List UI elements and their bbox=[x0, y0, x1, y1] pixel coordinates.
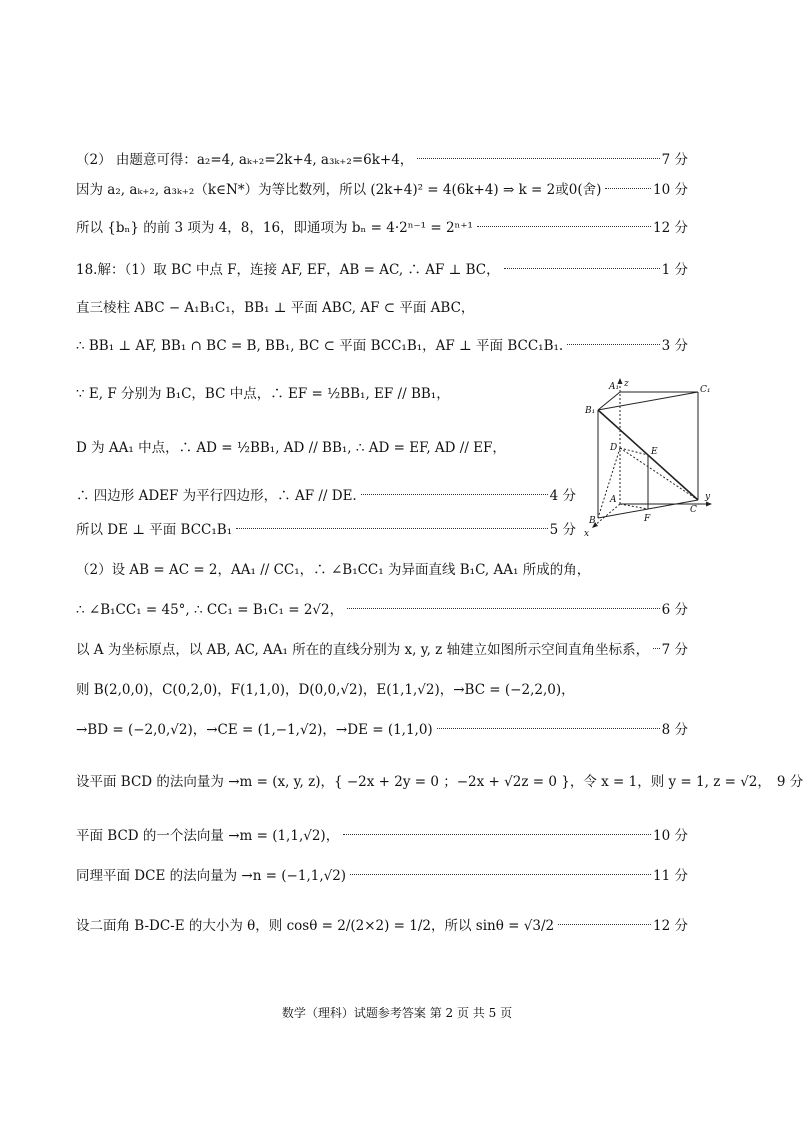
label-b1: B₁ bbox=[585, 406, 596, 416]
leader-dots bbox=[605, 188, 651, 189]
score: 12 分 bbox=[653, 220, 688, 236]
page-footer: 数学（理科）试题参考答案 第 2 页 共 5 页 bbox=[281, 1006, 513, 1020]
leader-dots bbox=[236, 528, 547, 529]
leader-dots bbox=[350, 874, 651, 875]
edge-a1-b1 bbox=[598, 392, 620, 410]
score: 12 分 bbox=[653, 918, 688, 934]
leader-dots bbox=[417, 158, 659, 159]
label-z: z bbox=[624, 379, 629, 389]
y-arrow bbox=[706, 502, 712, 507]
label-y: y bbox=[705, 492, 711, 502]
line-text: ∴ BB₁ ⊥ AF, BB₁ ∩ BC = B, BB₁, BC ⊂ 平面 BCC₁B₁，AF ⊥ 平面 BCC₁B₁. bbox=[76, 338, 564, 354]
leader-dots bbox=[361, 494, 548, 495]
label-c1: C₁ bbox=[700, 385, 711, 395]
line-14 bbox=[76, 678, 688, 698]
line-2 bbox=[76, 178, 688, 198]
line-15 bbox=[76, 718, 688, 738]
score: 6 分 bbox=[661, 602, 688, 618]
label-e: E bbox=[651, 447, 658, 457]
line-text: 因为 a₂, aₖ₊₂, a₃ₖ₊₂（k∈N*）为等比数列，所以 (2k+4)² = 4(6k+4) ⇒ k = 2或0(舍) bbox=[76, 182, 602, 198]
line-text: （2） 由题意可得：a₂=4, aₖ₊₂=2k+4, a₃ₖ₊₂=6k+4， bbox=[76, 152, 414, 168]
line-5 bbox=[76, 296, 688, 316]
line-text: D 为 AA₁ 中点，∴ AD = ½BB₁, AD // BB₁, ∴ AD = EF, AD // EF， bbox=[76, 440, 506, 456]
edge-b1-c1 bbox=[598, 392, 698, 410]
score: 7 分 bbox=[661, 152, 688, 168]
line-4 bbox=[76, 258, 688, 278]
line-3 bbox=[76, 216, 688, 236]
line-text: （2）设 AB = AC = 2，AA₁ // CC₁，∴ ∠B₁CC₁ 为异面直线 B₁C, AA₁ 所成的角， bbox=[76, 562, 591, 578]
line-12 bbox=[76, 598, 688, 618]
line-text: 所以 {bₙ} 的前 3 项为 4，8，16，即通项为 bₙ = 4·2ⁿ⁻¹ = 2ⁿ⁺¹ bbox=[76, 220, 473, 236]
label-a: A bbox=[610, 495, 617, 505]
leader-dots bbox=[653, 648, 660, 649]
label-a1: A₁ bbox=[609, 382, 620, 392]
edge-a-f bbox=[620, 504, 648, 509]
line-text: 设平面 BCD 的法向量为 →m = (x, y, z)，{ −2x + 2y = 0 ；−2x + √2z = 0 }，令 x = 1，则 y = 1, z = √2， bbox=[76, 774, 771, 790]
line-16 bbox=[76, 770, 803, 790]
leader-dots bbox=[558, 924, 651, 925]
line-10 bbox=[76, 518, 576, 538]
edge-d-c bbox=[620, 448, 698, 500]
leader-dots bbox=[504, 268, 660, 269]
label-x: x bbox=[584, 529, 590, 539]
line-19 bbox=[76, 914, 688, 934]
line-text: 设二面角 B-DC-E 的大小为 θ，则 cosθ = 2/(2×2) = 1/2，所以 sinθ = √3/2 bbox=[76, 918, 555, 934]
line-text: ∴ ∠B₁CC₁ = 45°, ∴ CC₁ = B₁C₁ = 2√2， bbox=[76, 602, 344, 618]
score: 5 分 bbox=[549, 522, 576, 538]
label-f: F bbox=[644, 514, 651, 524]
line-text: 则 B(2,0,0)，C(0,2,0)，F(1,1,0)，D(0,0,√2)，E(1,1,√2)，→BC = (−2,2,0)， bbox=[76, 682, 575, 698]
score: 7 分 bbox=[661, 642, 688, 658]
score: 10 分 bbox=[653, 182, 688, 198]
line-7 bbox=[76, 382, 564, 402]
line-18 bbox=[76, 864, 688, 884]
score: 11 分 bbox=[653, 868, 688, 884]
score: 10 分 bbox=[653, 828, 688, 844]
line-text: 所以 DE ⊥ 平面 BCC₁B₁ bbox=[76, 522, 233, 538]
line-11 bbox=[76, 558, 688, 578]
score: 1 分 bbox=[661, 262, 688, 278]
leader-dots bbox=[567, 344, 659, 345]
line-17 bbox=[76, 824, 688, 844]
leader-dots bbox=[343, 834, 651, 835]
score: 4 分 bbox=[549, 488, 576, 504]
line-text: →BD = (−2,0,√2)，→CE = (1,−1,√2)，→DE = (1,1,0) bbox=[76, 722, 433, 738]
label-d: D bbox=[610, 443, 618, 453]
line-9 bbox=[76, 484, 576, 504]
line-text: 平面 BCD 的一个法向量 →m = (1,1,√2)， bbox=[76, 828, 340, 844]
line-1 bbox=[76, 148, 688, 168]
line-text: ∵ E, F 分别为 B₁C，BC 中点，∴ EF = ½BB₁, EF // BB₁， bbox=[76, 386, 450, 402]
prism-figure bbox=[582, 378, 722, 538]
score: 3 分 bbox=[661, 338, 688, 354]
line-text: 同理平面 DCE 的法向量为 →n = (−1,1,√2) bbox=[76, 868, 347, 884]
edge-d-b bbox=[598, 448, 620, 518]
label-b: B bbox=[589, 516, 596, 526]
leader-dots bbox=[437, 728, 660, 729]
label-c: C bbox=[690, 505, 697, 515]
line-text: 直三棱柱 ABC − A₁B₁C₁，BB₁ ⊥ 平面 ABC, AF ⊂ 平面 ABC， bbox=[76, 300, 475, 316]
leader-dots bbox=[347, 608, 660, 609]
line-13 bbox=[76, 638, 688, 658]
line-text: ∴ 四边形 ADEF 为平行四边形，∴ AF // DE. bbox=[76, 488, 357, 504]
line-text: 以 A 为坐标原点，以 AB, AC, AA₁ 所在的直线分别为 x, y, z 轴建立如图所示空间直角坐标系， bbox=[76, 642, 650, 658]
line-8 bbox=[76, 436, 564, 456]
line-text: 18.解：（1）取 BC 中点 F，连接 AF, EF，AB = AC, ∴ AF ⊥ BC， bbox=[76, 262, 500, 278]
leader-dots bbox=[477, 226, 651, 227]
score: 9 分 bbox=[776, 774, 803, 790]
score: 8 分 bbox=[661, 722, 688, 738]
line-6 bbox=[76, 334, 688, 354]
